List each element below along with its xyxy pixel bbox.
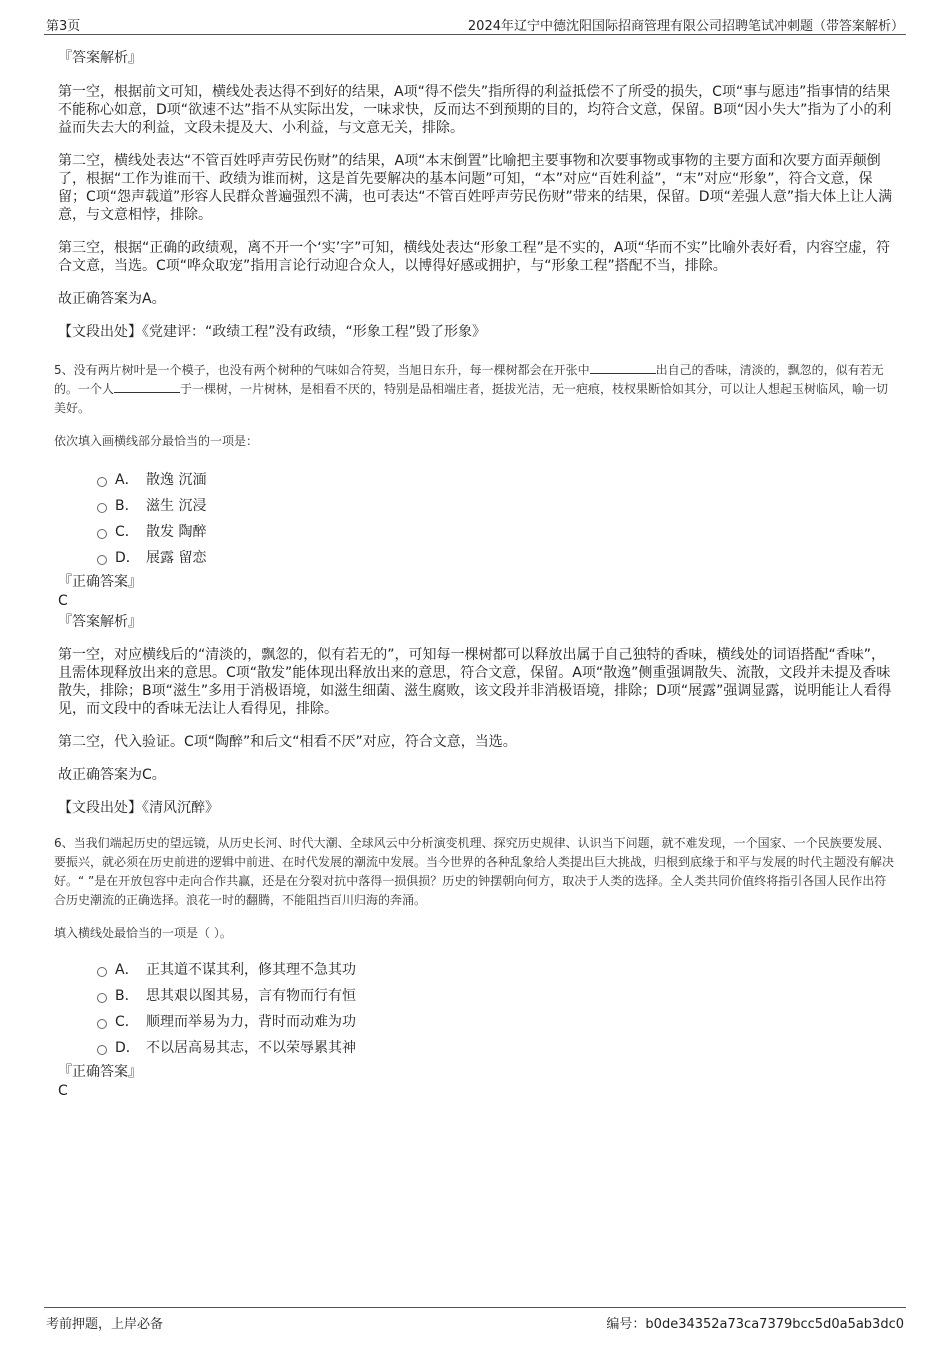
q6-option-b[interactable]: B． 思其艰以图其易，言有物而行有恒 [54, 982, 896, 1008]
q5-conclusion: 故正确答案为C。 [58, 767, 166, 783]
q5-analysis-para-1: 第一空，对应横线后的“清淡的，飘忽的，似有若无的”，可知每一棵树都可以释放出属于自己独特的香味，横线处的词语搭配“香味”，且需体现释放出来的意思。C项“散发”能体现出释放出来的意思，符合文意，保留。A项“散逸”侧重强调散失、流散，文段并未提及香味散失，排除；B项“滋生”多用于消极语境，如滋生细菌、滋生腐败，该文段并非消极语境，排除；D项“展露”强调显露，说明能让人看得见，而文段中的香味无法让人看得见，排除。 [58, 647, 892, 717]
q5-prompt: 依次填入画横线部分最恰当的一项是： [54, 434, 259, 448]
radio-icon[interactable] [97, 967, 107, 977]
q5-answer: C [58, 593, 68, 609]
radio-icon[interactable] [97, 477, 107, 487]
q5-answer-label: 『正确答案』 [58, 574, 142, 590]
radio-icon[interactable] [97, 529, 107, 539]
q6-option-c[interactable]: C． 顺理而举易为力，背时而动难为功 [54, 1008, 896, 1034]
radio-icon[interactable] [97, 993, 107, 1003]
q5-option-d[interactable]: D． 展露 留恋 [54, 544, 896, 570]
blank-1 [590, 361, 656, 374]
page-header [44, 14, 906, 35]
q4-conclusion: 故正确答案为A。 [58, 291, 166, 307]
page-footer [44, 1307, 906, 1330]
blank-2 [114, 380, 180, 393]
q5-option-c[interactable]: C． 散发 陶醉 [54, 518, 896, 544]
q5-option-a[interactable]: A． 散逸 沉湎 [54, 466, 896, 492]
q4-analysis-para-2: 第二空，横线处表达“不管百姓呼声劳民伤财”的结果，A项“本末倒置”比喻把主要事物和次要事物或事物的主要方面和次要方面弄颠倒了，根据“工作为谁而干、政绩为谁而树，这是首先要解决的基本问题”可知，“本”对应“百姓利益”，“末”对应“形象”，符合文意，保留；C项“怨声载道”形容人民群众普遍强烈不满，也可表达“不管百姓呼声劳民伤财”带来的结果，保留。D项“差强人意”指大体上让人满意，与文意相悖，排除。 [58, 153, 893, 223]
q4-source: 【文段出处】《党建评：“政绩工程”没有政绩，“形象工程”毁了形象》 [58, 324, 487, 340]
q4-analysis-para-1: 第一空，根据前文可知，横线处表达得不到好的结果，A项“得不偿失”指所得的利益抵偿不了所受的损失，C项“事与愿违”指事情的结果不能称心如意，D项“欲速不达”指不从实际出发，一味求快，反而达不到预期的目的，均符合文意，保留。B项“因小失大”指为了小的利益而失去大的利益，文段未提及大、小利益，与文意无关，排除。 [58, 84, 892, 136]
q4-analysis-para-3: 第三空，根据“正确的政绩观，离不开一个‘实’字”可知，横线处表达“形象工程”是不实的，A项“华而不实”比喻外表好看，内容空虚，符合文意，当选。C项“哗众取宠”指用言论行动迎合众人，以博得好感或拥护，与“形象工程”搭配不当，排除。 [58, 240, 890, 274]
page-number: 第3页 [46, 19, 81, 34]
radio-icon[interactable] [97, 555, 107, 565]
q4-analysis-label: 『答案解析』 [58, 50, 142, 66]
q5-option-b[interactable]: B． 滋生 沉浸 [54, 492, 896, 518]
document-code: 编号：b0de34352a73ca7379bcc5d0a5ab3dc0 [606, 1317, 904, 1332]
q6-answer-label: 『正确答案』 [58, 1064, 142, 1080]
q5-source: 【文段出处】《清风沉醉》 [58, 800, 219, 816]
q5-options [54, 466, 896, 570]
q6-option-d[interactable]: D． 不以居高易其志，不以荣辱累其神 [54, 1034, 896, 1060]
radio-icon[interactable] [97, 503, 107, 513]
q6-answer: C [58, 1083, 68, 1099]
q5-question-text: 5、没有两片树叶是一个模子，也没有两个树种的气味如合符契，当旭日东升，每一棵树都会在开张中 出自己的香味，清淡的，飘忽的，似有若无的。一个人 于一棵树，一片树林，是相看不厌的，特别是品相端庄者，挺拔光洁，无一疤痕，枝杈果断恰如其分，可以让人想起玉树临风，喻一切美好。 [54, 363, 889, 415]
q6-option-a[interactable]: A． 正其道不谋其利，修其理不急其功 [54, 956, 896, 982]
q6-prompt: 填入横线处最恰当的一项是（ ）。 [54, 926, 232, 940]
document-title: 2024年辽宁中德沈阳国际招商管理有限公司招聘笔试冲刺题（带答案解析） [467, 19, 904, 34]
q5-analysis-label: 『答案解析』 [58, 614, 142, 630]
document-body [54, 44, 896, 1100]
footer-slogan: 考前押题，上岸必备 [46, 1317, 164, 1332]
radio-icon[interactable] [97, 1045, 107, 1055]
radio-icon[interactable] [97, 1019, 107, 1029]
q6-options [54, 956, 896, 1060]
q5-analysis-para-2: 第二空，代入验证。C项“陶醉”和后文“相看不厌”对应，符合文意，当选。 [58, 734, 517, 750]
q6-question-text: 6、当我们端起历史的望远镜，从历史长河、时代大潮、全球风云中分析演变机理、探究历史规律、认识当下问题，就不难发现，一个国家、一个民族要发展、要振兴，就必须在历史前进的逻辑中前进、在时代发展的潮流中发展。当今世界的各种乱象给人类提出巨大挑战，归根到底缘于和平与发展的时代主题没有解决好。“ ”是在开放包容中走向合作共赢，还是在分裂对抗中落得一损俱损？历史的钟摆朝向何方，取决于人类的选择。全人类共同价值终将指引各国人民作出符合历史潮流的正确选择。浪花一时的翻腾，不能阻挡百川归海的奔涌。 [54, 836, 895, 907]
